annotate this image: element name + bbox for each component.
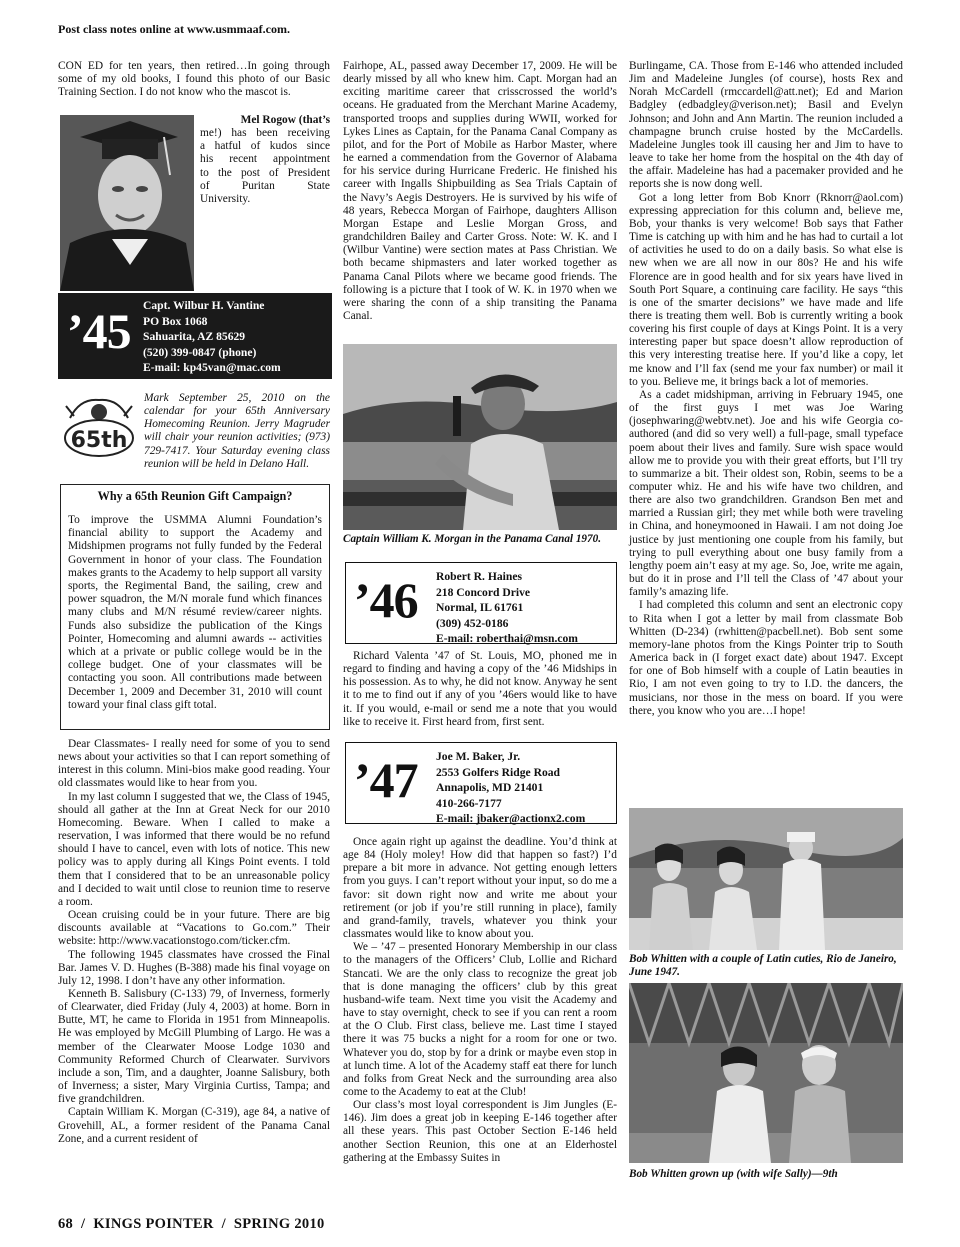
contact-phone: (309) 452-0186 — [436, 616, 509, 630]
contact-line: Annapolis, MD 21401 — [436, 781, 544, 794]
class-year: ’47 — [354, 752, 418, 808]
class-contact — [143, 298, 281, 376]
class-year: ’45 — [67, 303, 131, 359]
rogow-line: his recent appointment — [200, 153, 330, 166]
contact-line: 218 Concord Drive — [436, 585, 531, 599]
rogow-line: to the post of President — [200, 166, 330, 179]
paragraph: Ocean cruising could be in your future. There are big discounts available at “Vacations to Go.com.” Their website: http://www.vacationstogo.com/ticker.cfm. — [58, 909, 330, 948]
header-note: Post class notes online at www.usmmaaf.com. — [58, 22, 290, 36]
reunion-notice — [60, 392, 330, 471]
contact-phone: (520) 399-0847 (phone) — [143, 345, 257, 359]
column-1-intro — [58, 60, 330, 99]
paragraph: Fairhope, AL, passed away December 17, 2009. He will be dearly missed by all who knew him. Capt. Morgan had an exciting maritime career that crisscrossed the world’s oceans. He graduated from the Merchant Marine Academy, transported troops and supplies during WWII, worked for Lykes Lines as Captain, for the Panama Canal Company as pilot, and for the Port of Mobile as Harbor Master, where he earned a commendation from the Governor of Alabama for his service during Hurricane Frederic. He finished his career with Ingalls Shipbuilding as Sea Trials Captain of the Navy’s Aegis Destroyers. He is survived by his wife of 48 years, Rebecca Morgan of Fairhope, daughters Allison Morgan Estape and Leslie Morgan Gross, and grandchildren Bailey and Carter Gross. Note: W. K. and I (Wilbur Vantine) were section mates at Pass Christian. We both became shipmasters and later worked together as Panama Canal Pilots where we became good friends. The following is a picture that I took of W. K. in 1970 when we were sharing the conn of a ship transiting the Panama Canal. — [343, 60, 617, 322]
contact-line: Normal, IL 61761 — [436, 601, 524, 614]
paragraph: Our class’s most loyal correspondent is Jim Jungles (E-146). Jim does a great job in keeping E-146 together after all these years. This past October Section E-146 held another Section Reunion, this one at an Elderhostel gathering at the Embassy Suites in — [343, 1099, 617, 1164]
class-contact — [436, 749, 585, 827]
footer-separator: / — [221, 1216, 226, 1232]
class-1946-box — [345, 562, 617, 644]
paragraph: In my last column I suggested that we, the Class of 1945, should all gather at the Inn at Great Neck for our 2010 Homecoming. Beware. When I called to make a reservation, I was informed that there would be no refund should I have to cancel, even with lots of notice. This new policy was to apply during all Kings Point events. I told them that I considered that to be an unreasonable policy and I decided to wait until close to reunion time to reserve a room. — [58, 790, 330, 908]
paragraph: As a cadet midshipman, arriving in February 1945, one of the first guys I met was Joe Waring (josephwaring@webtv.net). Joe and his wife Georgia co-authored (and did so very well) a full-page, small typeface poem about their lives and family. Sure wish space would allow me to provide you with their great efforts, but I’ll try to summarize a bit. Their oldest son, Robin, seems to be a computer whiz. He and his wife have two children, and there are also two grandchildren. Grandson Ben met and married a Russian girl; they met while both were traveling in China, and honeymooned in Hawaii. I am not doing Joe justice by just mentioning one couple from his family, but trying to pull everything about one busy family from a lengthy poem ain’t easy at my age. So, Joe, write me again, but do it in prose and I’ll tell the Class of ’47 about your family’s amazing life. — [629, 388, 903, 599]
contact-email: E-mail: jbaker@actionx2.com — [436, 812, 586, 825]
mel-rogow-photo — [60, 115, 194, 291]
contact-line: PO Box 1068 — [143, 314, 208, 328]
gift-campaign-box — [60, 484, 330, 730]
whitten-rio-photo — [629, 808, 903, 950]
rogow-line: a hatful of kudos since — [200, 140, 330, 153]
contact-line: 2553 Golfers Ridge Road — [436, 765, 560, 779]
emblem-letters: 65th — [70, 428, 128, 453]
contact-phone: 410-266-7177 — [436, 796, 502, 810]
contact-line: Sahuarita, AZ 85629 — [143, 330, 246, 343]
page-footer — [58, 1216, 325, 1233]
rogow-text — [200, 114, 330, 206]
gift-campaign-title: Why a 65th Reunion Gift Campaign? — [97, 489, 293, 503]
whitten-sally-photo — [629, 983, 903, 1163]
paragraph: We – ’47 – presented Honorary Membership in our class to the managers of the Officers’ Club, Lollie and Richard Stancati. We are the only class to recognize the great job that is done managing the officers’ club by this great husband-wife team. Next time you visit the Academy and have to stay overnight, check to see if you can rent a room at the O Club. First class, believe me. Last time I stayed there it was 75 bucks a night for a room for one or two. Whatever you do, stop by for a drink or maybe even stop in at lunch time. A lot of the Academy staff eat there for lunch and folks from Great Neck and the surrounding area also come to the Academy to eat at the Club! — [343, 941, 617, 1098]
gift-campaign-body: To improve the USMMA Alumni Foundation’s financial ability to support the Academy and Midshipmen programs not fully funded by the Federal Government in honor of your class. The Foundation makes grants to the Academy to help support all varsity sports, the Regimental Band, the sailing, crew and power squadron, the M/N morale fund which finances many clubs and M/N résumé review/career nights. Funds also subsidize the publication of the Kings Pointer, Homecoming and alumni awards -- activities which at a private or public college would be in the college budget. One of your classmates will be contacting you soon. All contributions made between December 1, 2009 and December 31, 2010 will count toward your final class gift total. — [68, 514, 322, 711]
paragraph: Dear Classmates- I really need for some of you to send news about your activities so that I can report something of interest in this column. Mini-bios make good reading. Your old classmates would like to hear from you. — [58, 738, 330, 790]
paragraph: Once again right up against the deadline. You’d think at age 84 (Holy moley! How did that happen so fast?) I’d prepare a bit more in advance. Not getting enough letters from you guys. I can’t report without your input, so do me a favor: sit down right now and write me about your retirement (or job if you’re still running in place), family and grand-family, travels, whatever you think your classmates would like to know about you. — [343, 836, 617, 941]
column-2-top — [343, 60, 617, 323]
publication-name: KINGS POINTER — [93, 1216, 214, 1232]
class-year: ’46 — [354, 572, 418, 628]
paragraph: Captain William K. Morgan (C-319), age 84, a native of Grovehill, AL, a former resident of the Panama Canal Zone, and a current resident of — [58, 1106, 330, 1145]
contact-email: E-mail: kp45van@mac.com — [143, 361, 281, 374]
column-3-body — [629, 60, 903, 718]
paragraph: Richard Valenta ’47 of St. Louis, MO, phoned me in regard to finding and having a copy of the ’46 Midships in his possession. As to why, he did not know. Anyway he sent it to me to find out if any of you ’46ers would like to have it. If you would, e-mail or send me a note that you would like to receive it. First heard from, first sent. — [343, 650, 617, 728]
rogow-line: of Puritan State — [200, 179, 330, 192]
footer-separator: / — [81, 1216, 86, 1232]
paragraph: Got a long letter from Bob Knorr (Rknorr@aol.com) expressing appreciation for this column and, believe me, Bob, your thanks is very welcome! Bob says that Father Time is catching up with him and he has had to curtail a lot of activities he used to do on a daily basis. So what else is new when we are all now in our 80s? He and his wife Florence are in good health and for six years have lived in South Port Square, a continuing care facility. He says “this is one of the smarter decisions” we have made and life there is treating them well. Bob is currently writing a book covering his first couple of days at Kings Point. It is a very interesting paper but space doesn’t allow reproduction of this very interesting treatise here. If you’d like a copy, let me know and I’ll fax (send me your fax number) or mail it to you. Believe me, it brings back a lot of memories. — [629, 191, 903, 388]
morgan-panama-photo — [343, 344, 617, 530]
whitten-rio-caption: Bob Whitten with a couple of Latin cuties, Rio de Janeiro, June 1947. — [629, 953, 897, 978]
column-1-body — [58, 738, 330, 1146]
paragraph: I had completed this column and sent an electronic copy to Rita when I got a letter by mail from classmate Bob Whitten (D-234) (rwhitten@pacbell.net). Bob sent some memory-lane photos from the Kings Pointer trip to South America back in (I forget exact date) about 1947. Except for one of Bob himself with a couple of Latin beauties in Rio, I am not even going to try to I.D. the dancers, the musicians, nor those in the mess on board. If you were there, you know who you are…I hope! — [629, 599, 903, 717]
contact-email: E-mail: roberthai@msn.com — [436, 632, 578, 645]
paragraph: The following 1945 classmates have crossed the Final Bar. James V. D. Hughes (B-388) made his final voyage on July 12, 1998. I don’t have any other information. — [58, 948, 330, 987]
paragraph: Kenneth B. Salisbury (C-133) 79, of Inverness, formerly of Clearwater, died Friday (July 4, 2003) at home. Born in Butte, MT, he came to Florida in 1951 from Minneapolis. He was employed by McGill Plumbing of Largo. He was a member of the Clearwater Moose Lodge 1030 and Community Reformed Church of Clearwater. Survivors include a son, Tim, and a daughter, Joanne Salisbury, both of Inverness; a sister, Mary Virginia Curtiss, Tampa; and five grandchildren. — [58, 987, 330, 1106]
class-contact — [436, 569, 578, 647]
page-number: 68 — [58, 1216, 74, 1232]
class-1947-box — [345, 742, 617, 824]
intro-paragraph: CON ED for ten years, then retired…In going through some of my old books, I found this photo of our Basic Training Section. I do not know who the mascot is. — [58, 60, 330, 99]
contact-name: Capt. Wilbur H. Vantine — [143, 299, 265, 312]
paragraph: Burlingame, CA. Those from E-146 who attended included Jim and Madeleine Jungles (of course), hosts Rex and Norah McCardell (rmccardell@att.net); Ed and Marion Badgley (edbadgley@verison.net); Basil and Evelyn Johnson; and John and Ann Martin. The reunion included a champagne brunch cruise hosted by the McCardells. Madeleine Jungles took ill causing her and Jim to have to leave to take her home from the hospital on the 4th day of the affair. Madeleine has had a pacemaker provided and he reports she is now dong well. — [629, 60, 903, 191]
column-2-middle — [343, 650, 617, 729]
rogow-line: me!) has been receiving — [200, 127, 330, 140]
contact-name: Joe M. Baker, Jr. — [436, 750, 521, 763]
class-1945-box — [58, 293, 332, 379]
column-2-bottom — [343, 836, 617, 1165]
contact-name: Robert R. Haines — [436, 570, 522, 583]
whitten-sally-caption: Bob Whitten grown up (with wife Sally)—9th — [629, 1168, 838, 1180]
rogow-line: University. — [200, 192, 251, 205]
rogow-line: Mel Rogow (that’s — [240, 114, 330, 126]
morgan-photo-caption: Captain William K. Morgan in the Panama Canal 1970. — [343, 533, 601, 545]
issue-date: SPRING 2010 — [233, 1216, 325, 1232]
reunion-text: Mark September 25, 2010 on the calendar for your 65th Anniversary Homecoming Reunion. Jerry Magruder will chair your reunion activities; (973) 729-7417. Your Saturday evening class reunion will be held in Delano Hall. — [144, 392, 330, 470]
